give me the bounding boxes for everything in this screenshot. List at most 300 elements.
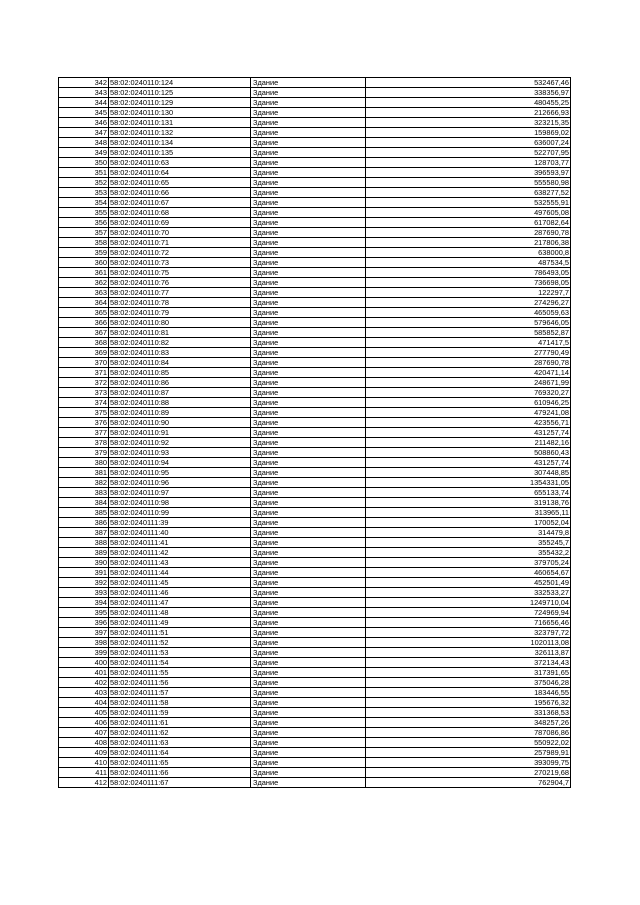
table-row (59, 398, 571, 408)
table-row (59, 558, 571, 568)
table-body (59, 78, 571, 788)
cadastral-value-cell: 170052,04 (366, 518, 571, 528)
row-number-cell: 354 (59, 198, 109, 208)
cadastral-number-cell: 58:02:0240110:135 (109, 148, 251, 158)
cadastral-number-cell: 58:02:0240110:64 (109, 168, 251, 178)
table-row (59, 388, 571, 398)
row-number-cell: 375 (59, 408, 109, 418)
object-type-cell: Здание (251, 198, 366, 208)
cadastral-number-cell: 58:02:0240110:76 (109, 278, 251, 288)
cadastral-value-cell: 555580,98 (366, 178, 571, 188)
cadastral-value-cell: 159869,02 (366, 128, 571, 138)
cadastral-number-cell: 58:02:0240110:80 (109, 318, 251, 328)
cadastral-number-cell: 58:02:0240110:69 (109, 218, 251, 228)
object-type-cell: Здание (251, 618, 366, 628)
cadastral-number-cell: 58:02:0240110:89 (109, 408, 251, 418)
object-type-cell: Здание (251, 778, 366, 788)
object-type-cell: Здание (251, 368, 366, 378)
cadastral-number-cell: 58:02:0240110:98 (109, 498, 251, 508)
row-number-cell: 368 (59, 338, 109, 348)
row-number-cell: 394 (59, 598, 109, 608)
cadastral-value-cell: 532555,91 (366, 198, 571, 208)
object-type-cell: Здание (251, 178, 366, 188)
table-row (59, 328, 571, 338)
table-row (59, 138, 571, 148)
cadastral-number-cell: 58:02:0240110:130 (109, 108, 251, 118)
cadastral-value-cell: 452501,49 (366, 578, 571, 588)
table-row (59, 238, 571, 248)
table-row (59, 278, 571, 288)
object-type-cell: Здание (251, 168, 366, 178)
cadastral-value-cell: 326113,87 (366, 648, 571, 658)
cadastral-value-cell: 257989,91 (366, 748, 571, 758)
cadastral-value-cell: 212666,93 (366, 108, 571, 118)
cadastral-value-cell: 497605,08 (366, 208, 571, 218)
cadastral-value-cell: 787086,86 (366, 728, 571, 738)
cadastral-value-cell: 1354331,05 (366, 478, 571, 488)
cadastral-value-cell: 372134,43 (366, 658, 571, 668)
cadastral-number-cell: 58:02:0240110:87 (109, 388, 251, 398)
cadastral-number-cell: 58:02:0240110:78 (109, 298, 251, 308)
object-type-cell: Здание (251, 438, 366, 448)
row-number-cell: 380 (59, 458, 109, 468)
cadastral-number-cell: 58:02:0240111:42 (109, 548, 251, 558)
row-number-cell: 370 (59, 358, 109, 368)
object-type-cell: Здание (251, 418, 366, 428)
object-type-cell: Здание (251, 358, 366, 368)
table-row (59, 478, 571, 488)
table-row (59, 208, 571, 218)
cadastral-number-cell: 58:02:0240111:64 (109, 748, 251, 758)
row-number-cell: 411 (59, 768, 109, 778)
row-number-cell: 408 (59, 738, 109, 748)
table-row (59, 578, 571, 588)
object-type-cell: Здание (251, 388, 366, 398)
cadastral-value-cell: 736698,05 (366, 278, 571, 288)
row-number-cell: 369 (59, 348, 109, 358)
object-type-cell: Здание (251, 698, 366, 708)
cadastral-number-cell: 58:02:0240110:68 (109, 208, 251, 218)
object-type-cell: Здание (251, 448, 366, 458)
cadastral-value-cell: 1020113,08 (366, 638, 571, 648)
cadastral-value-cell: 217806,38 (366, 238, 571, 248)
cadastral-value-cell: 786493,05 (366, 268, 571, 278)
row-number-cell: 346 (59, 118, 109, 128)
row-number-cell: 396 (59, 618, 109, 628)
object-type-cell: Здание (251, 138, 366, 148)
row-number-cell: 362 (59, 278, 109, 288)
row-number-cell: 386 (59, 518, 109, 528)
cadastral-value-cell: 287690,78 (366, 358, 571, 368)
cadastral-number-cell: 58:02:0240111:54 (109, 658, 251, 668)
table-row (59, 358, 571, 368)
cadastral-value-cell: 532467,46 (366, 78, 571, 88)
table-row (59, 408, 571, 418)
object-type-cell: Здание (251, 378, 366, 388)
table-row (59, 538, 571, 548)
table-row (59, 588, 571, 598)
row-number-cell: 400 (59, 658, 109, 668)
table-row (59, 198, 571, 208)
object-type-cell: Здание (251, 638, 366, 648)
object-type-cell: Здание (251, 428, 366, 438)
cadastral-number-cell: 58:02:0240110:129 (109, 98, 251, 108)
cadastral-number-cell: 58:02:0240111:41 (109, 538, 251, 548)
cadastral-value-cell: 317391,65 (366, 668, 571, 678)
cadastral-number-cell: 58:02:0240111:66 (109, 768, 251, 778)
object-type-cell: Здание (251, 708, 366, 718)
row-number-cell: 391 (59, 568, 109, 578)
cadastral-value-cell: 211482,16 (366, 438, 571, 448)
cadastral-value-cell: 487534,5 (366, 258, 571, 268)
row-number-cell: 385 (59, 508, 109, 518)
cadastral-value-cell: 314479,8 (366, 528, 571, 538)
object-type-cell: Здание (251, 98, 366, 108)
cadastral-value-cell: 323797,72 (366, 628, 571, 638)
object-type-cell: Здание (251, 578, 366, 588)
cadastral-value-cell: 508860,43 (366, 448, 571, 458)
cadastral-value-cell: 431257,74 (366, 428, 571, 438)
cadastral-number-cell: 58:02:0240110:81 (109, 328, 251, 338)
row-number-cell: 382 (59, 478, 109, 488)
table-row (59, 108, 571, 118)
table-row (59, 758, 571, 768)
table-row (59, 768, 571, 778)
table-row (59, 378, 571, 388)
row-number-cell: 352 (59, 178, 109, 188)
object-type-cell: Здание (251, 468, 366, 478)
cadastral-number-cell: 58:02:0240111:59 (109, 708, 251, 718)
table-row (59, 178, 571, 188)
table-row (59, 668, 571, 678)
table-row (59, 418, 571, 428)
cadastral-number-cell: 58:02:0240110:88 (109, 398, 251, 408)
table-row (59, 568, 571, 578)
cadastral-number-cell: 58:02:0240110:97 (109, 488, 251, 498)
object-type-cell: Здание (251, 498, 366, 508)
object-type-cell: Здание (251, 288, 366, 298)
cadastral-value-cell: 319138,76 (366, 498, 571, 508)
cadastral-number-cell: 58:02:0240111:62 (109, 728, 251, 738)
row-number-cell: 390 (59, 558, 109, 568)
object-type-cell: Здание (251, 218, 366, 228)
cadastral-number-cell: 58:02:0240110:67 (109, 198, 251, 208)
cadastral-value-cell: 655133,74 (366, 488, 571, 498)
object-type-cell: Здание (251, 238, 366, 248)
table-row (59, 158, 571, 168)
object-type-cell: Здание (251, 508, 366, 518)
object-type-cell: Здание (251, 88, 366, 98)
cadastral-number-cell: 58:02:0240111:58 (109, 698, 251, 708)
cadastral-number-cell: 58:02:0240111:52 (109, 638, 251, 648)
row-number-cell: 342 (59, 78, 109, 88)
table-row (59, 468, 571, 478)
object-type-cell: Здание (251, 748, 366, 758)
row-number-cell: 363 (59, 288, 109, 298)
row-number-cell: 351 (59, 168, 109, 178)
table-row (59, 608, 571, 618)
object-type-cell: Здание (251, 658, 366, 668)
cadastral-value-table (58, 77, 571, 788)
row-number-cell: 344 (59, 98, 109, 108)
table-row (59, 348, 571, 358)
row-number-cell: 388 (59, 538, 109, 548)
table-row (59, 308, 571, 318)
object-type-cell: Здание (251, 548, 366, 558)
object-type-cell: Здание (251, 228, 366, 238)
table-row (59, 228, 571, 238)
cadastral-value-cell: 307448,85 (366, 468, 571, 478)
table-row (59, 658, 571, 668)
row-number-cell: 350 (59, 158, 109, 168)
cadastral-number-cell: 58:02:0240110:66 (109, 188, 251, 198)
object-type-cell: Здание (251, 458, 366, 468)
table-row (59, 778, 571, 788)
cadastral-number-cell: 58:02:0240111:65 (109, 758, 251, 768)
object-type-cell: Здание (251, 628, 366, 638)
row-number-cell: 357 (59, 228, 109, 238)
row-number-cell: 407 (59, 728, 109, 738)
object-type-cell: Здание (251, 78, 366, 88)
row-number-cell: 410 (59, 758, 109, 768)
cadastral-number-cell: 58:02:0240111:49 (109, 618, 251, 628)
object-type-cell: Здание (251, 738, 366, 748)
cadastral-number-cell: 58:02:0240110:131 (109, 118, 251, 128)
cadastral-value-cell: 420471,14 (366, 368, 571, 378)
cadastral-value-cell: 638000,8 (366, 248, 571, 258)
row-number-cell: 405 (59, 708, 109, 718)
cadastral-number-cell: 58:02:0240111:39 (109, 518, 251, 528)
cadastral-value-cell: 195676,32 (366, 698, 571, 708)
cadastral-number-cell: 58:02:0240111:47 (109, 598, 251, 608)
object-type-cell: Здание (251, 668, 366, 678)
row-number-cell: 343 (59, 88, 109, 98)
cadastral-number-cell: 58:02:0240110:90 (109, 418, 251, 428)
cadastral-number-cell: 58:02:0240110:93 (109, 448, 251, 458)
cadastral-value-cell: 638277,52 (366, 188, 571, 198)
row-number-cell: 364 (59, 298, 109, 308)
row-number-cell: 365 (59, 308, 109, 318)
table-row (59, 288, 571, 298)
table-row (59, 738, 571, 748)
table-row (59, 428, 571, 438)
cadastral-number-cell: 58:02:0240110:94 (109, 458, 251, 468)
table-row (59, 188, 571, 198)
object-type-cell: Здание (251, 338, 366, 348)
table-row (59, 248, 571, 258)
cadastral-number-cell: 58:02:0240111:67 (109, 778, 251, 788)
cadastral-number-cell: 58:02:0240111:51 (109, 628, 251, 638)
row-number-cell: 389 (59, 548, 109, 558)
object-type-cell: Здание (251, 248, 366, 258)
cadastral-value-cell: 332533,27 (366, 588, 571, 598)
cadastral-number-cell: 58:02:0240110:124 (109, 78, 251, 88)
row-number-cell: 355 (59, 208, 109, 218)
table-row (59, 638, 571, 648)
object-type-cell: Здание (251, 648, 366, 658)
cadastral-number-cell: 58:02:0240110:85 (109, 368, 251, 378)
table-row (59, 448, 571, 458)
table-row (59, 648, 571, 658)
cadastral-value-cell: 471417,5 (366, 338, 571, 348)
cadastral-number-cell: 58:02:0240111:44 (109, 568, 251, 578)
cadastral-value-cell: 274296,27 (366, 298, 571, 308)
object-type-cell: Здание (251, 538, 366, 548)
cadastral-value-cell: 522707,95 (366, 148, 571, 158)
object-type-cell: Здание (251, 678, 366, 688)
table-row (59, 698, 571, 708)
cadastral-number-cell: 58:02:0240110:92 (109, 438, 251, 448)
cadastral-value-cell: 550922,02 (366, 738, 571, 748)
cadastral-number-cell: 58:02:0240110:71 (109, 238, 251, 248)
object-type-cell: Здание (251, 488, 366, 498)
row-number-cell: 348 (59, 138, 109, 148)
table-row (59, 258, 571, 268)
cadastral-value-cell: 122297,7 (366, 288, 571, 298)
row-number-cell: 398 (59, 638, 109, 648)
cadastral-value-cell: 128703,77 (366, 158, 571, 168)
cadastral-value-cell: 379705,24 (366, 558, 571, 568)
row-number-cell: 393 (59, 588, 109, 598)
cadastral-value-cell: 479241,08 (366, 408, 571, 418)
row-number-cell: 401 (59, 668, 109, 678)
cadastral-value-cell: 423556,71 (366, 418, 571, 428)
cadastral-value-cell: 716656,46 (366, 618, 571, 628)
object-type-cell: Здание (251, 298, 366, 308)
cadastral-value-cell: 610946,25 (366, 398, 571, 408)
table-row (59, 518, 571, 528)
table-row (59, 148, 571, 158)
cadastral-value-cell: 270219,68 (366, 768, 571, 778)
row-number-cell: 359 (59, 248, 109, 258)
cadastral-value-cell: 355432,2 (366, 548, 571, 558)
row-number-cell: 384 (59, 498, 109, 508)
row-number-cell: 349 (59, 148, 109, 158)
row-number-cell: 412 (59, 778, 109, 788)
row-number-cell: 395 (59, 608, 109, 618)
cadastral-number-cell: 58:02:0240110:73 (109, 258, 251, 268)
cadastral-value-cell: 762904,7 (366, 778, 571, 788)
cadastral-number-cell: 58:02:0240110:96 (109, 478, 251, 488)
cadastral-value-cell: 1249710,04 (366, 598, 571, 608)
object-type-cell: Здание (251, 518, 366, 528)
table-row (59, 298, 571, 308)
object-type-cell: Здание (251, 278, 366, 288)
table-row (59, 488, 571, 498)
cadastral-number-cell: 58:02:0240111:45 (109, 578, 251, 588)
row-number-cell: 379 (59, 448, 109, 458)
object-type-cell: Здание (251, 148, 366, 158)
table-row (59, 548, 571, 558)
cadastral-number-cell: 58:02:0240110:99 (109, 508, 251, 518)
cadastral-value-cell: 769320,27 (366, 388, 571, 398)
cadastral-number-cell: 58:02:0240110:86 (109, 378, 251, 388)
object-type-cell: Здание (251, 588, 366, 598)
cadastral-value-cell: 313965,11 (366, 508, 571, 518)
cadastral-number-cell: 58:02:0240110:132 (109, 128, 251, 138)
object-type-cell: Здание (251, 118, 366, 128)
object-type-cell: Здание (251, 398, 366, 408)
cadastral-number-cell: 58:02:0240111:40 (109, 528, 251, 538)
cadastral-number-cell: 58:02:0240110:84 (109, 358, 251, 368)
table-row (59, 118, 571, 128)
row-number-cell: 383 (59, 488, 109, 498)
cadastral-value-cell: 431257,74 (366, 458, 571, 468)
cadastral-value-cell: 636007,24 (366, 138, 571, 148)
cadastral-number-cell: 58:02:0240111:53 (109, 648, 251, 658)
cadastral-number-cell: 58:02:0240110:72 (109, 248, 251, 258)
object-type-cell: Здание (251, 758, 366, 768)
table-row (59, 728, 571, 738)
cadastral-number-cell: 58:02:0240110:75 (109, 268, 251, 278)
table-row (59, 268, 571, 278)
cadastral-value-cell: 287690,78 (366, 228, 571, 238)
row-number-cell: 361 (59, 268, 109, 278)
object-type-cell: Здание (251, 688, 366, 698)
table-row (59, 708, 571, 718)
object-type-cell: Здание (251, 728, 366, 738)
object-type-cell: Здание (251, 108, 366, 118)
row-number-cell: 409 (59, 748, 109, 758)
table-row (59, 458, 571, 468)
table-row (59, 618, 571, 628)
object-type-cell: Здание (251, 558, 366, 568)
cadastral-number-cell: 58:02:0240111:46 (109, 588, 251, 598)
table-row (59, 508, 571, 518)
row-number-cell: 366 (59, 318, 109, 328)
object-type-cell: Здание (251, 718, 366, 728)
row-number-cell: 358 (59, 238, 109, 248)
object-type-cell: Здание (251, 208, 366, 218)
table-row (59, 718, 571, 728)
cadastral-value-cell: 338356,97 (366, 88, 571, 98)
table-row (59, 338, 571, 348)
object-type-cell: Здание (251, 268, 366, 278)
cadastral-value-cell: 480455,25 (366, 98, 571, 108)
row-number-cell: 377 (59, 428, 109, 438)
row-number-cell: 387 (59, 528, 109, 538)
cadastral-value-cell: 617082,64 (366, 218, 571, 228)
table-row (59, 168, 571, 178)
table-row (59, 628, 571, 638)
cadastral-number-cell: 58:02:0240111:55 (109, 668, 251, 678)
row-number-cell: 347 (59, 128, 109, 138)
row-number-cell: 345 (59, 108, 109, 118)
cadastral-number-cell: 58:02:0240111:48 (109, 608, 251, 618)
cadastral-number-cell: 58:02:0240111:57 (109, 688, 251, 698)
cadastral-value-cell: 348257,26 (366, 718, 571, 728)
object-type-cell: Здание (251, 258, 366, 268)
row-number-cell: 392 (59, 578, 109, 588)
object-type-cell: Здание (251, 128, 366, 138)
cadastral-value-cell: 331368,53 (366, 708, 571, 718)
object-type-cell: Здание (251, 158, 366, 168)
cadastral-number-cell: 58:02:0240110:63 (109, 158, 251, 168)
object-type-cell: Здание (251, 348, 366, 358)
cadastral-value-cell: 323215,35 (366, 118, 571, 128)
cadastral-value-cell: 396593,97 (366, 168, 571, 178)
cadastral-number-cell: 58:02:0240110:79 (109, 308, 251, 318)
row-number-cell: 376 (59, 418, 109, 428)
cadastral-value-cell: 585852,87 (366, 328, 571, 338)
table-row (59, 88, 571, 98)
row-number-cell: 372 (59, 378, 109, 388)
table-row (59, 128, 571, 138)
cadastral-number-cell: 58:02:0240110:125 (109, 88, 251, 98)
cadastral-value-cell: 248671,99 (366, 378, 571, 388)
row-number-cell: 381 (59, 468, 109, 478)
table-row (59, 688, 571, 698)
